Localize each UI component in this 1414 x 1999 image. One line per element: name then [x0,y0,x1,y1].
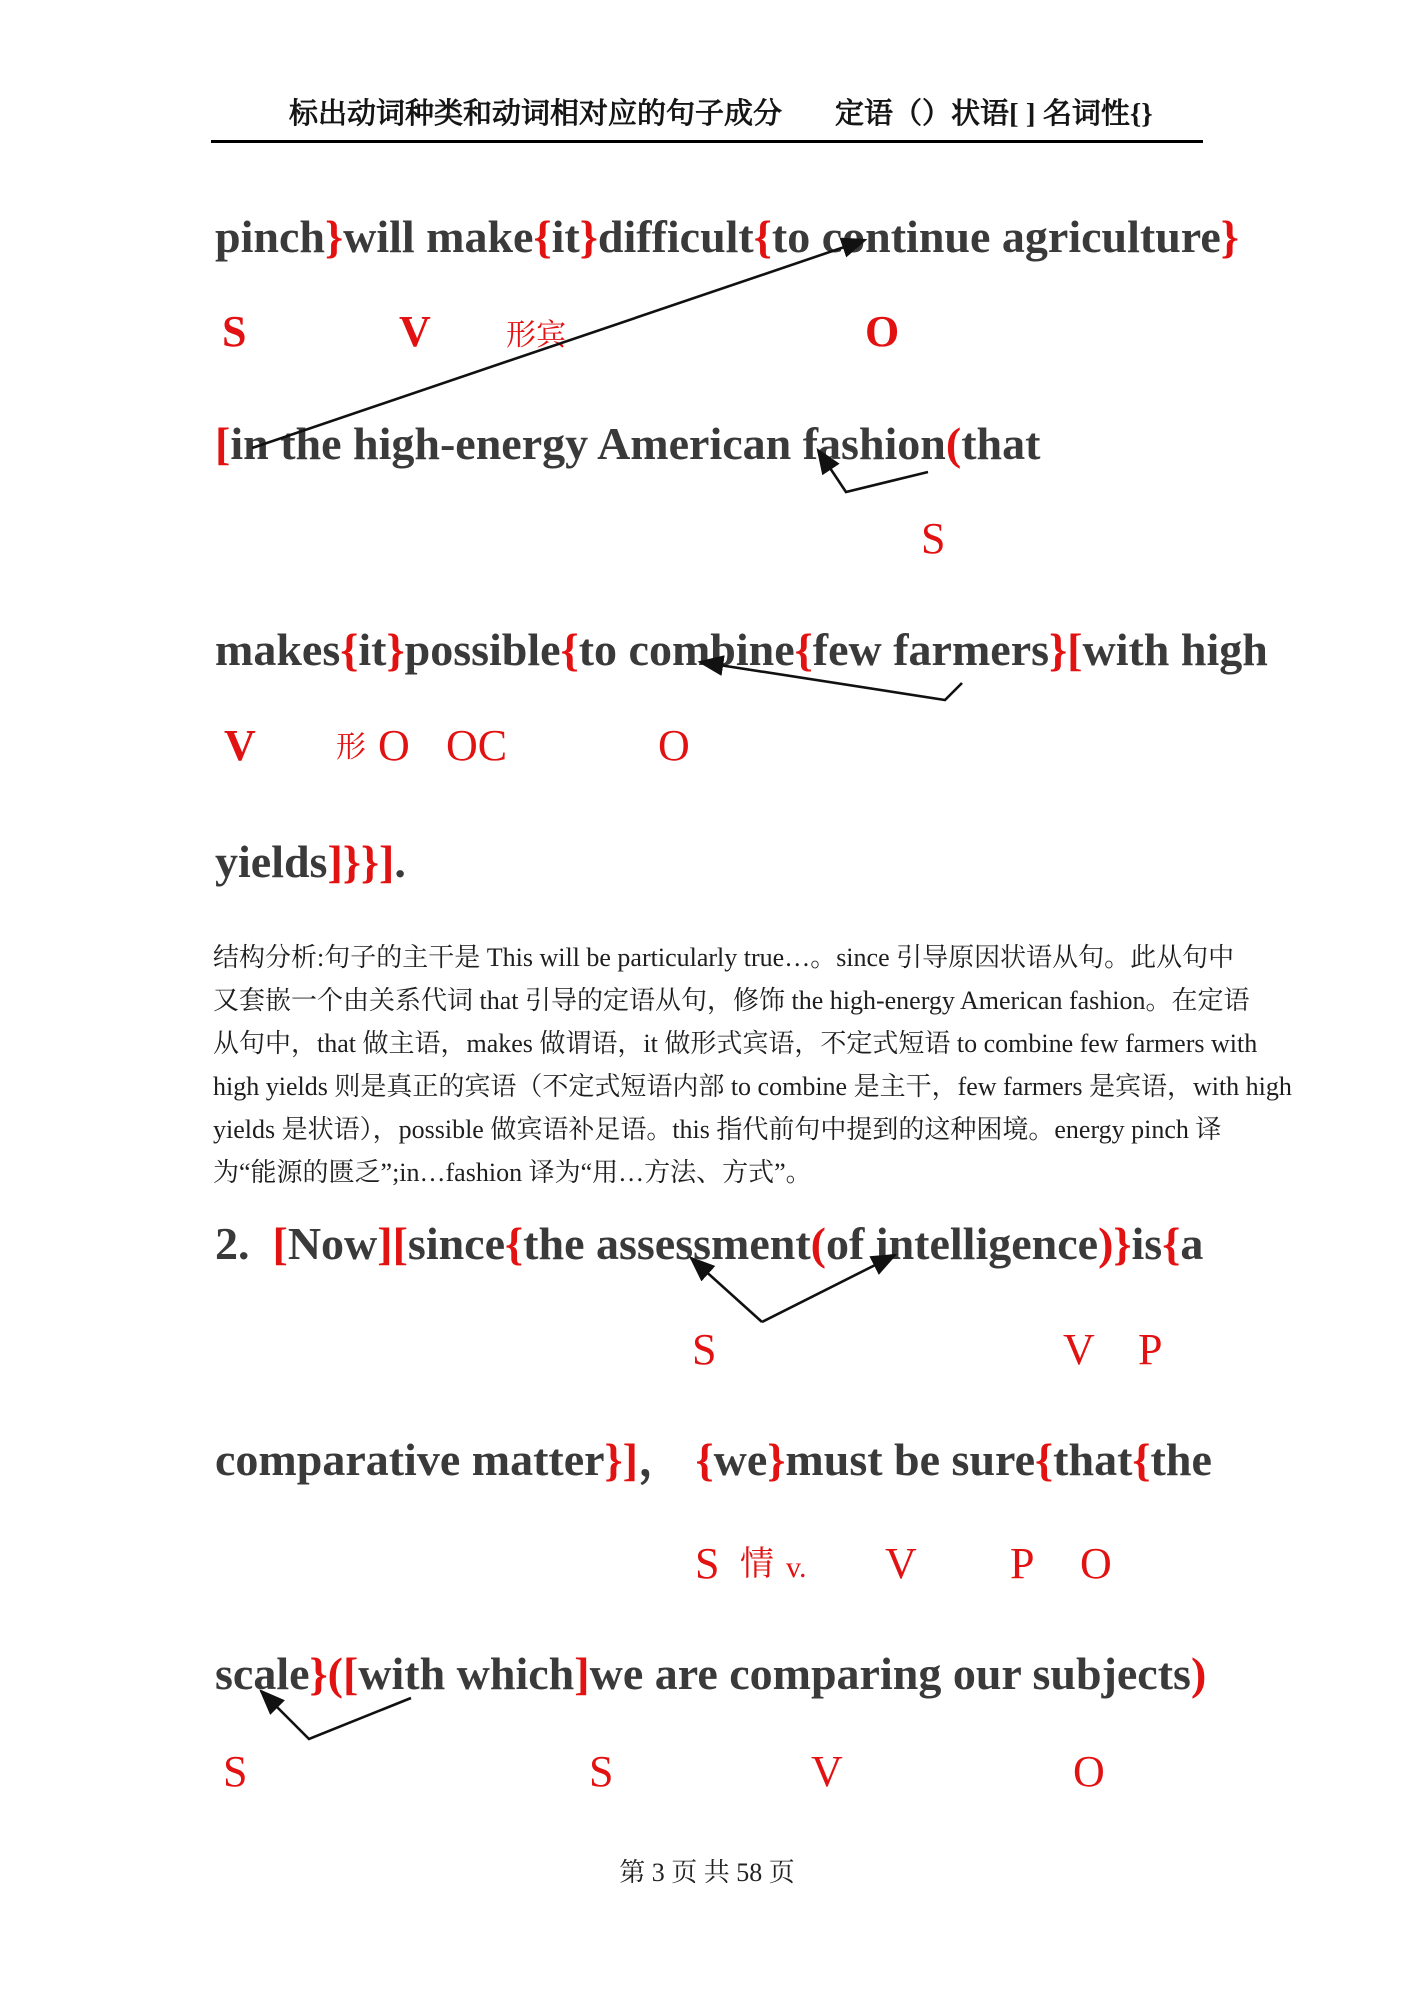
sentence-line-7: scale}([with which]we are comparing our subjects) [215,1648,1207,1699]
analysis-line: 为“能源的匮乏”;in…fashion 译为“用…方法、方式”。 [213,1158,812,1187]
sentence-line-4: yields]}}]. [215,836,406,887]
header-rule [211,140,1203,143]
grammar-label-subject: S [222,307,247,356]
analysis-line: 从句中，that 做主语，makes 做谓语，it 做形式宾语，不定式短语 to combine few farmers with [213,1029,1258,1058]
grammar-label-verb: V [885,1539,917,1588]
sentence-line-2: [in the high-energy American fashion(that [215,418,1041,469]
grammar-label-subject: S [223,1747,248,1796]
grammar-label-verb: V [224,721,256,770]
sentence-line-3: makes{it}possible{to combine{few farmers}[with high [215,624,1268,675]
analysis-line: 结构分析:句子的主干是 This will be particularly true…。since 引导原因状语从句。此从句中 [213,943,1235,972]
grammar-label-subject: S [589,1747,614,1796]
grammar-label-object: O [658,721,690,770]
grammar-label-object-complement: OC [446,721,508,770]
grammar-label-modal: 情 [740,1546,774,1583]
grammar-label-formal-object: 形宾 [506,319,566,352]
page-number: 第 3 页 共 58 页 [619,1858,795,1887]
grammar-label-object: O [378,721,410,770]
grammar-label-object: O [865,307,900,356]
grammar-label-predicative: P [1138,1325,1163,1374]
analysis-paragraph [213,936,1292,1194]
grammar-label-subject: S [695,1539,720,1588]
sentence-line-5: 2. [Now][since{the assessment(of intelligence)}is{a [215,1218,1204,1269]
grammar-label-modal-verb: v. [786,1551,807,1584]
analysis-line: 又套嵌一个由关系代词 that 引导的定语从句，修饰 the high-energy American fashion。在定语 [213,986,1250,1015]
header-instruction: 标出动词种类和动词相对应的句子成分 [289,98,783,130]
sentence-line-1: pinch}will make{it}difficult{to continue agriculture} [215,211,1239,262]
analysis-line: yields 是状语），possible 做宾语补足语。this 指代前句中提到的这种困境。energy pinch 译 [213,1115,1222,1144]
analysis-line: high yields 则是真正的宾语（不定式短语内部 to combine 是主干，few farmers 是宾语，with high [213,1072,1292,1101]
grammar-label-verb: V [811,1747,843,1796]
grammar-label-subject: S [921,514,946,563]
grammar-label-object: O [1073,1747,1105,1796]
grammar-label-verb: V [399,307,431,356]
header-legend: 定语（）状语[ ] 名词性{} [835,98,1153,130]
grammar-label-object: O [1080,1539,1112,1588]
grammar-label-formal: 形 [336,731,366,764]
sentence-line-6: comparative matter}]， {we}must be sure{that{the [215,1434,1212,1485]
grammar-label-subject: S [692,1325,717,1374]
grammar-label-predicative: P [1010,1539,1035,1588]
grammar-label-verb: V [1063,1325,1095,1374]
